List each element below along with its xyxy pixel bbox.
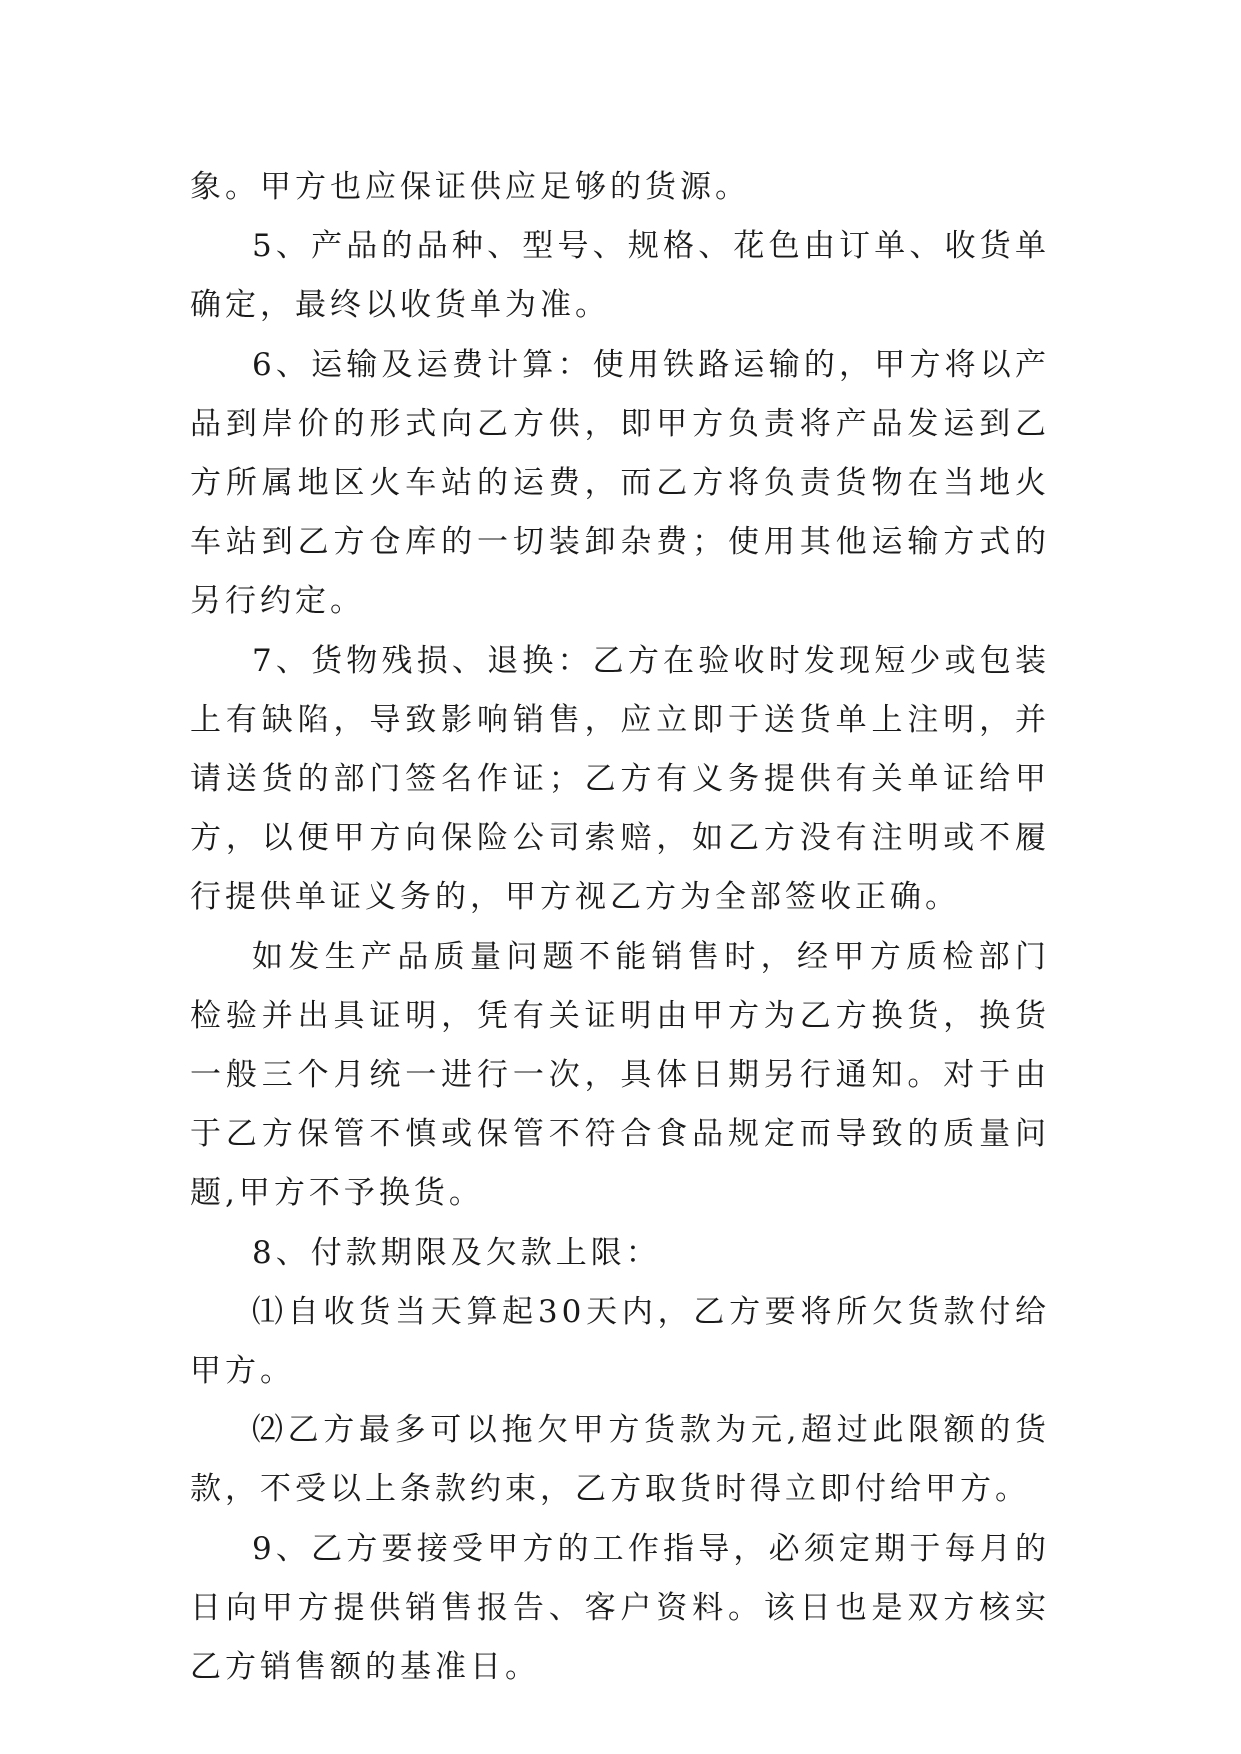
document-body — [190, 158, 1050, 1697]
paragraph-clause-5: 5、产品的品种、型号、规格、花色由订单、收货单确定，最终以收货单为准。 — [190, 228, 1050, 324]
paragraph-clause-7: 7、货物残损、退换：乙方在验收时发现短少或包装上有缺陷，导致影响销售，应立即于送货单上注明，并请送货的部门签名作证；乙方有义务提供有关单证给甲方，以便甲方向保险公司索赔，如乙方没有注明或不履行提供单证义务的，甲方视乙方为全部签收正确。 — [190, 642, 1050, 916]
paragraph-clause-8-1: ⑴自收货当天算起30天内，乙方要将所欠货款付给甲方。 — [190, 1293, 1050, 1390]
paragraph-clause-8: 8、付款期限及欠款上限： — [252, 1234, 661, 1271]
paragraph-quality-issue: 如发生产品质量问题不能销售时，经甲方质检部门检验并出具证明，凭有关证明由甲方为乙方换货，换货一般三个月统一进行一次，具体日期另行通知。对于由于乙方保管不慎或保管不符合食品规定而导致的质量问题,甲方不予换货。 — [190, 938, 1050, 1212]
paragraph-clause-9: 9、乙方要接受甲方的工作指导，必须定期于每月的日向甲方提供销售报告、客户资料。该日也是双方核实乙方销售额的基准日。 — [190, 1530, 1050, 1686]
paragraph-clause-8-2: ⑵乙方最多可以拖欠甲方货款为元,超过此限额的货款，不受以上条款约束，乙方取货时得立即付给甲方。 — [190, 1412, 1050, 1508]
paragraph-continuation: 象。甲方也应保证供应足够的货源。 — [190, 169, 750, 205]
paragraph-clause-6: 6、运输及运费计算：使用铁路运输的，甲方将以产品到岸价的形式向乙方供，即甲方负责将产品发运到乙方所属地区火车站的运费，而乙方将负责货物在当地火车站到乙方仓库的一切装卸杂费；使用其他运输方式的另行约定。 — [190, 346, 1050, 620]
